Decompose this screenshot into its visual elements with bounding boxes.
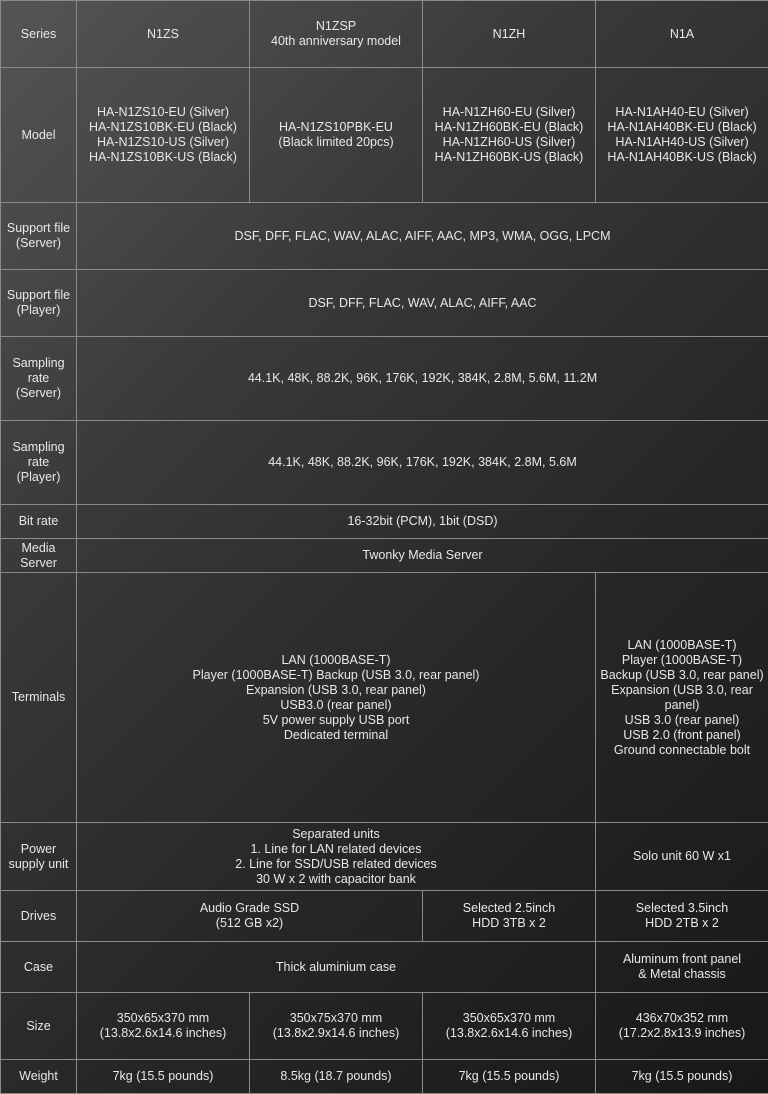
- bitrate-label: Bit rate: [1, 505, 77, 539]
- terminals-n1a-line: Player (1000BASE-T): [598, 653, 766, 668]
- sampling-player-label: [1, 421, 77, 505]
- terminals-main-line: Player (1000BASE-T) Backup (USB 3.0, rear panel): [79, 668, 593, 683]
- power-label: [1, 823, 77, 891]
- size-n1zh: [423, 993, 596, 1060]
- model-n1zsp: [250, 68, 423, 203]
- model-n1zh-line: HA-N1ZH60-EU (Silver): [425, 105, 593, 120]
- support-player-label: [1, 270, 77, 337]
- row-drives: [1, 891, 768, 942]
- size-n1a: [596, 993, 768, 1060]
- model-n1a-line: HA-N1AH40-EU (Silver): [598, 105, 766, 120]
- row-size: [1, 993, 768, 1060]
- row-support-player: [1, 270, 768, 337]
- row-power: [1, 823, 768, 891]
- size-n1a-line: (17.2x2.8x13.9 inches): [598, 1026, 766, 1041]
- case-n1a-line: Aluminum front panel: [598, 952, 766, 967]
- terminals-main-line: Expansion (USB 3.0, rear panel): [79, 683, 593, 698]
- terminals-label: Terminals: [1, 573, 77, 823]
- size-n1zs-line: (13.8x2.6x14.6 inches): [79, 1026, 247, 1041]
- media-server-label-line: Server: [3, 556, 74, 571]
- terminals-main-line: USB3.0 (rear panel): [79, 698, 593, 713]
- sampling-server-value: 44.1K, 48K, 88.2K, 96K, 176K, 192K, 384K, 2.8M, 5.6M, 11.2M: [77, 337, 768, 421]
- row-bitrate: [1, 505, 768, 539]
- sampling-server-label-line: rate: [3, 371, 74, 386]
- model-n1a: [596, 68, 768, 203]
- terminals-n1a: [596, 573, 768, 823]
- size-n1zh-line: 350x65x370 mm: [425, 1011, 593, 1026]
- weight-n1zh: 7kg (15.5 pounds): [423, 1060, 596, 1094]
- sampling-player-label-line: (Player): [3, 470, 74, 485]
- support-server-label: [1, 203, 77, 270]
- terminals-n1a-line: USB 2.0 (front panel): [598, 728, 766, 743]
- terminals-main: [77, 573, 596, 823]
- weight-label: Weight: [1, 1060, 77, 1094]
- power-main-line: 30 W x 2 with capacitor bank: [79, 872, 593, 887]
- series-n1zsp: [250, 1, 423, 68]
- model-label: Model: [1, 68, 77, 203]
- row-weight: [1, 1060, 768, 1094]
- weight-n1zsp: 8.5kg (18.7 pounds): [250, 1060, 423, 1094]
- power-main-line: Separated units: [79, 827, 593, 842]
- terminals-n1a-line: panel): [598, 698, 766, 713]
- size-n1zsp-line: (13.8x2.9x14.6 inches): [252, 1026, 420, 1041]
- row-media-server: [1, 539, 768, 573]
- drives-n1a: [596, 891, 768, 942]
- sampling-player-label-line: rate: [3, 455, 74, 470]
- media-server-value: Twonky Media Server: [77, 539, 768, 573]
- row-sampling-player: [1, 421, 768, 505]
- drives-n1zh-line: Selected 2.5inch: [425, 901, 593, 916]
- sampling-server-label-line: Sampling: [3, 356, 74, 371]
- sampling-player-value: 44.1K, 48K, 88.2K, 96K, 176K, 192K, 384K, 2.8M, 5.6M: [77, 421, 768, 505]
- size-n1zh-line: (13.8x2.6x14.6 inches): [425, 1026, 593, 1041]
- row-support-server: [1, 203, 768, 270]
- model-n1zs-line: HA-N1ZS10-US (Silver): [79, 135, 247, 150]
- sampling-server-label: [1, 337, 77, 421]
- terminals-n1a-line: Ground connectable bolt: [598, 743, 766, 758]
- model-n1a-line: HA-N1AH40BK-US (Black): [598, 150, 766, 165]
- model-n1zsp-line: HA-N1ZS10PBK-EU: [252, 120, 420, 135]
- size-n1zs-line: 350x65x370 mm: [79, 1011, 247, 1026]
- support-server-label-line: (Server): [3, 236, 74, 251]
- drives-main-line: Audio Grade SSD: [79, 901, 420, 916]
- case-n1a-line: & Metal chassis: [598, 967, 766, 982]
- terminals-n1a-line: Expansion (USB 3.0, rear: [598, 683, 766, 698]
- series-n1zsp-line1: N1ZSP: [252, 19, 420, 34]
- support-player-value: DSF, DFF, FLAC, WAV, ALAC, AIFF, AAC: [77, 270, 768, 337]
- drives-n1zh-line: HDD 3TB x 2: [425, 916, 593, 931]
- terminals-main-line: 5V power supply USB port: [79, 713, 593, 728]
- terminals-n1a-line: USB 3.0 (rear panel): [598, 713, 766, 728]
- drives-n1a-line: Selected 3.5inch: [598, 901, 766, 916]
- power-n1a: Solo unit 60 W x1: [596, 823, 768, 891]
- media-server-label: [1, 539, 77, 573]
- row-case: [1, 942, 768, 993]
- row-sampling-server: [1, 337, 768, 421]
- model-n1zsp-line: (Black limited 20pcs): [252, 135, 420, 150]
- series-label: Series: [1, 1, 77, 68]
- power-label-line: supply unit: [3, 857, 74, 872]
- support-player-label-line: (Player): [3, 303, 74, 318]
- terminals-n1a-line: LAN (1000BASE-T): [598, 638, 766, 653]
- series-n1zh: N1ZH: [423, 1, 596, 68]
- sampling-player-label-line: Sampling: [3, 440, 74, 455]
- row-model: [1, 68, 768, 203]
- model-n1zh-line: HA-N1ZH60BK-EU (Black): [425, 120, 593, 135]
- power-main-line: 1. Line for LAN related devices: [79, 842, 593, 857]
- power-main: [77, 823, 596, 891]
- case-main: Thick aluminium case: [77, 942, 596, 993]
- drives-main: [77, 891, 423, 942]
- weight-n1a: 7kg (15.5 pounds): [596, 1060, 768, 1094]
- model-n1a-line: HA-N1AH40BK-EU (Black): [598, 120, 766, 135]
- terminals-n1a-line: Backup (USB 3.0, rear panel): [598, 668, 766, 683]
- model-n1zs-line: HA-N1ZS10BK-EU (Black): [79, 120, 247, 135]
- model-n1a-line: HA-N1AH40-US (Silver): [598, 135, 766, 150]
- power-main-line: 2. Line for SSD/USB related devices: [79, 857, 593, 872]
- model-n1zh-line: HA-N1ZH60BK-US (Black): [425, 150, 593, 165]
- series-n1zsp-line2: 40th anniversary model: [252, 34, 420, 49]
- support-server-value: DSF, DFF, FLAC, WAV, ALAC, AIFF, AAC, MP3, WMA, OGG, LPCM: [77, 203, 768, 270]
- size-n1a-line: 436x70x352 mm: [598, 1011, 766, 1026]
- size-n1zs: [77, 993, 250, 1060]
- support-player-label-line: Support file: [3, 288, 74, 303]
- model-n1zs: [77, 68, 250, 203]
- drives-label: Drives: [1, 891, 77, 942]
- weight-n1zs: 7kg (15.5 pounds): [77, 1060, 250, 1094]
- terminals-main-line: LAN (1000BASE-T): [79, 653, 593, 668]
- drives-n1a-line: HDD 2TB x 2: [598, 916, 766, 931]
- model-n1zh-line: HA-N1ZH60-US (Silver): [425, 135, 593, 150]
- size-n1zsp: [250, 993, 423, 1060]
- model-n1zh: [423, 68, 596, 203]
- series-n1a: N1A: [596, 1, 768, 68]
- drives-main-line: (512 GB x2): [79, 916, 420, 931]
- case-n1a: [596, 942, 768, 993]
- terminals-main-line: Dedicated terminal: [79, 728, 593, 743]
- row-terminals: [1, 573, 768, 823]
- drives-n1zh: [423, 891, 596, 942]
- model-n1zs-line: HA-N1ZS10-EU (Silver): [79, 105, 247, 120]
- model-n1zs-line: HA-N1ZS10BK-US (Black): [79, 150, 247, 165]
- series-n1zs: N1ZS: [77, 1, 250, 68]
- sampling-server-label-line: (Server): [3, 386, 74, 401]
- support-server-label-line: Support file: [3, 221, 74, 236]
- row-series: [1, 1, 768, 68]
- media-server-label-line: Media: [3, 541, 74, 556]
- case-label: Case: [1, 942, 77, 993]
- size-label: Size: [1, 993, 77, 1060]
- bitrate-value: 16-32bit (PCM), 1bit (DSD): [77, 505, 768, 539]
- size-n1zsp-line: 350x75x370 mm: [252, 1011, 420, 1026]
- power-label-line: Power: [3, 842, 74, 857]
